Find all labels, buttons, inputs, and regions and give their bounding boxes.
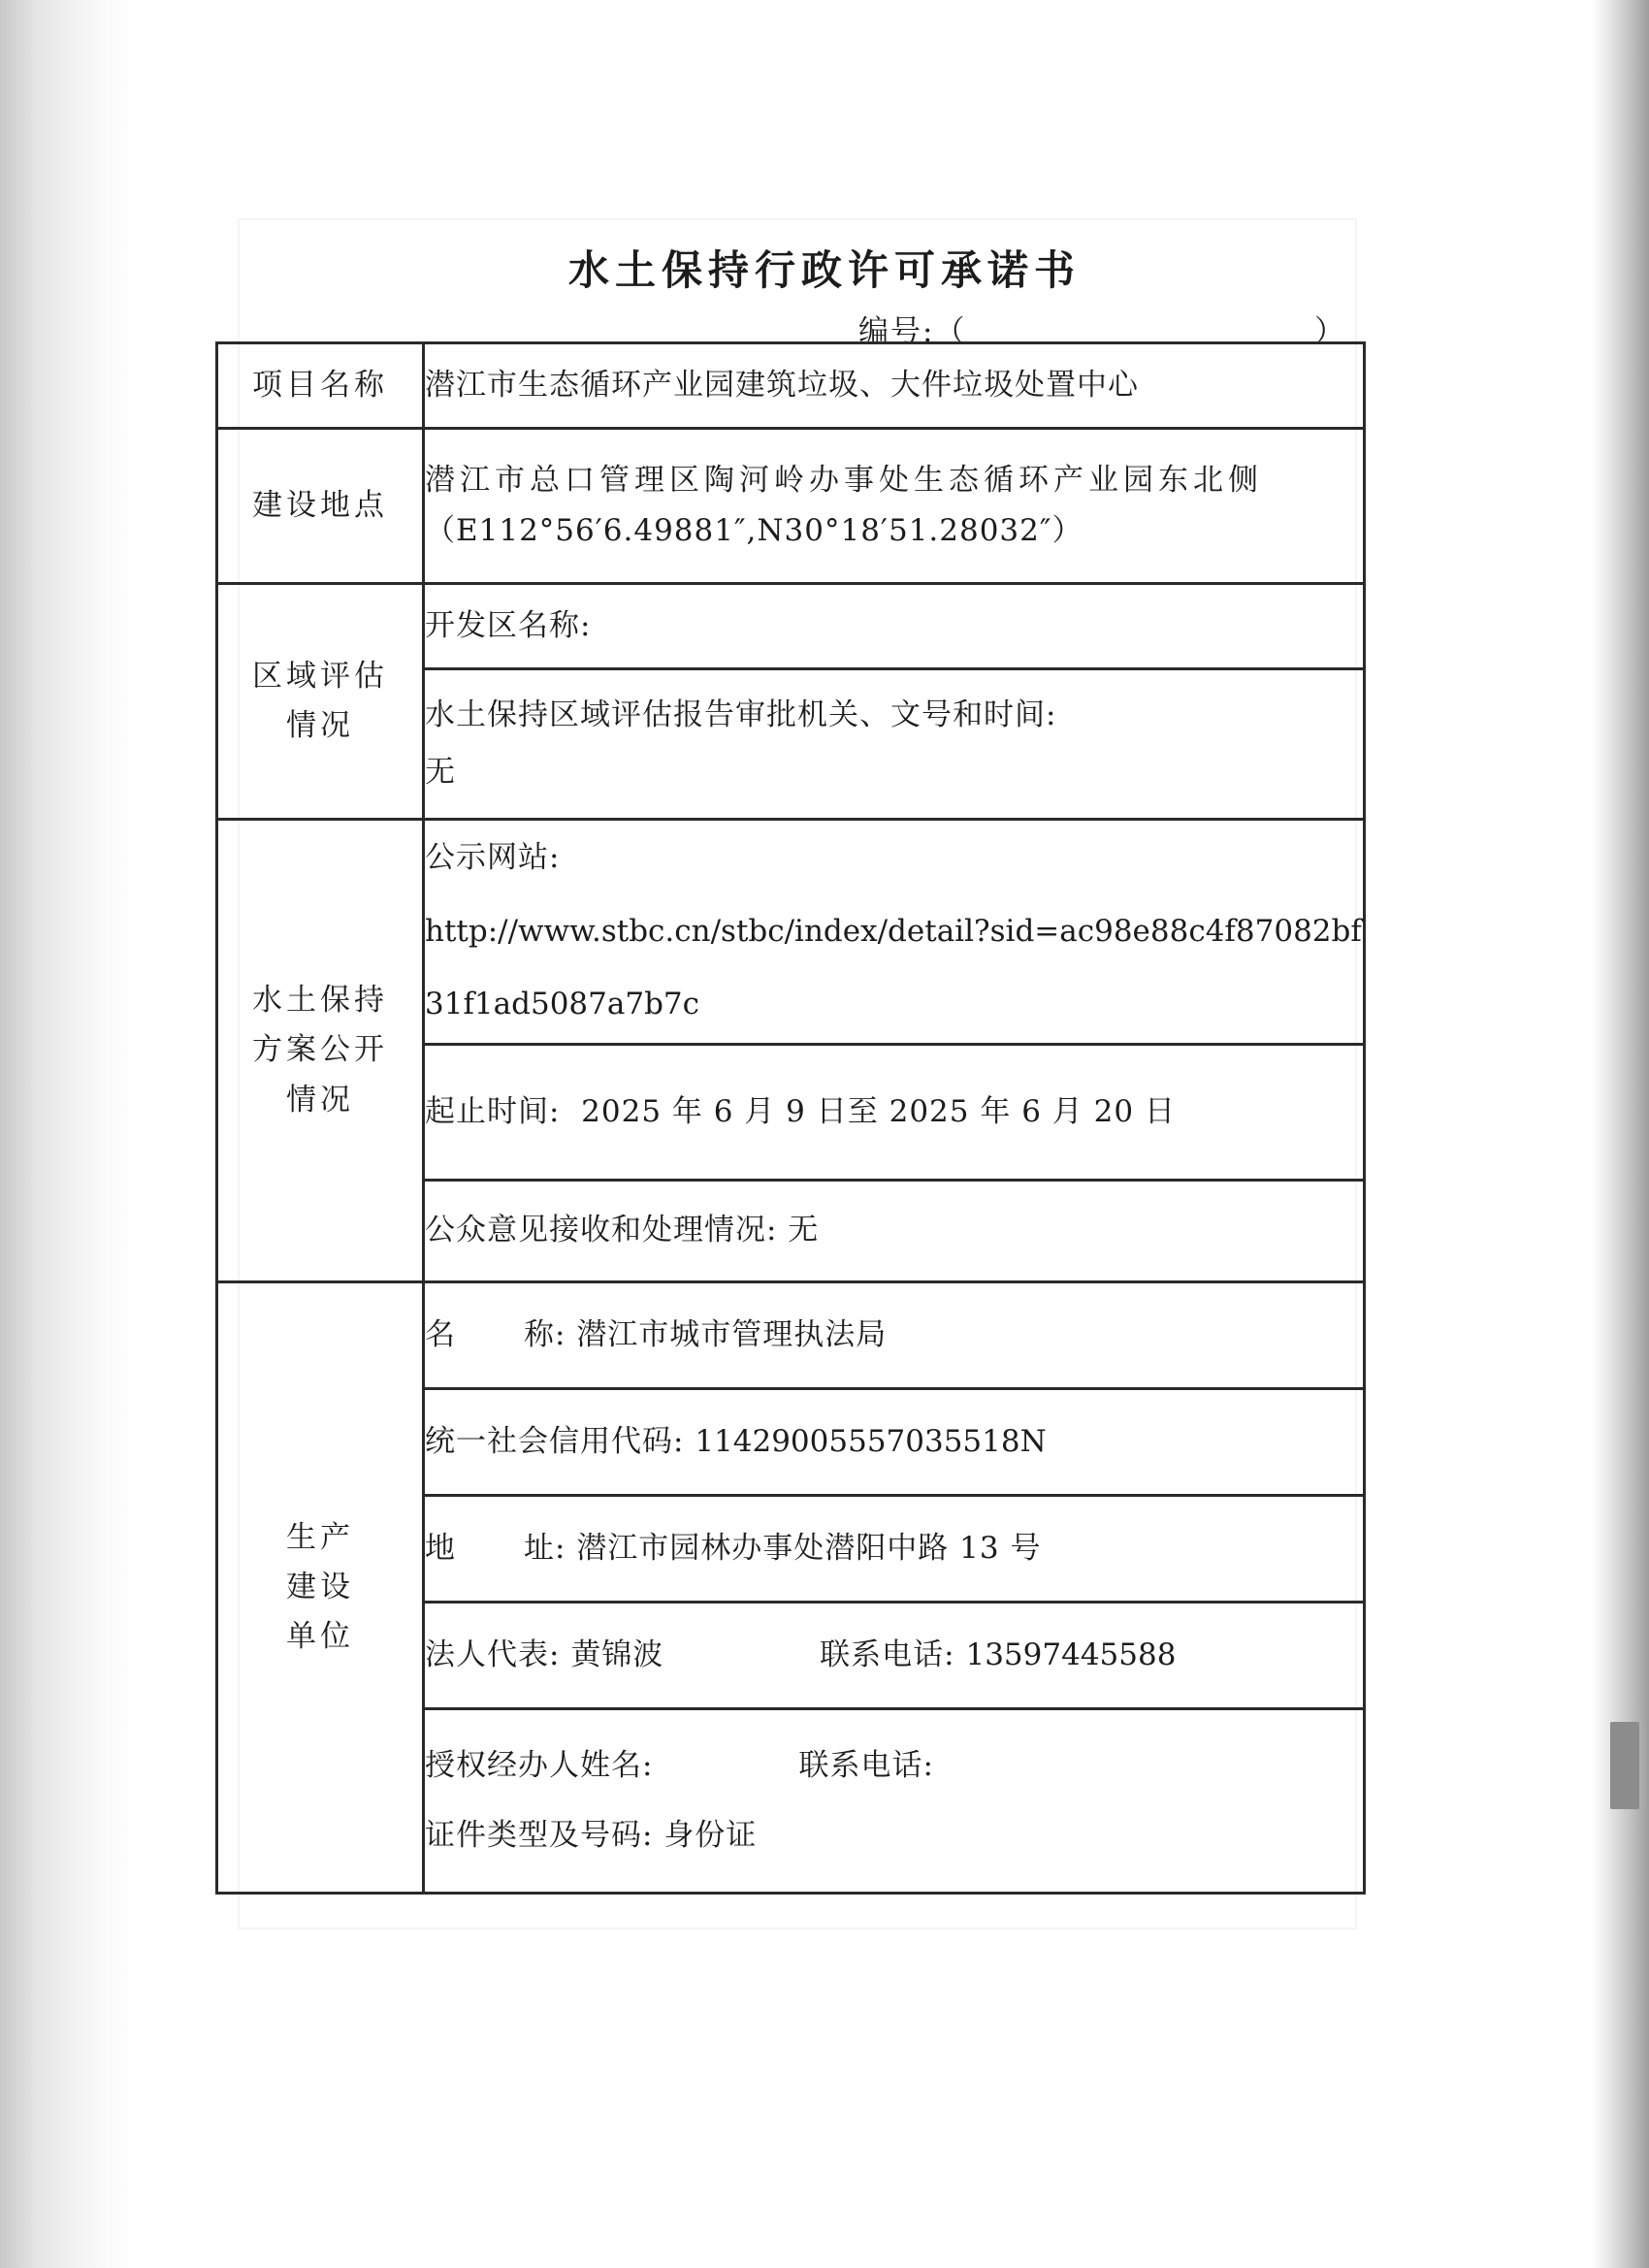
label-disclosure-line-1: 水土保持 bbox=[252, 983, 388, 1019]
agent-phone-label: 联系电话: bbox=[798, 1748, 934, 1784]
value-dev-zone: 开发区名称: bbox=[424, 584, 1365, 669]
row-disclosure-website bbox=[217, 820, 1365, 1045]
location-coordinates: （E112°56′6.49881″,N30°18′51.28032″） bbox=[425, 512, 1083, 548]
label-disclosure-line-2: 方案公开 bbox=[252, 1032, 388, 1068]
value-unit-name bbox=[424, 1282, 1365, 1389]
legal-rep-label: 法人代表: bbox=[425, 1636, 561, 1672]
label-construction-unit bbox=[217, 1282, 424, 1894]
address-value: 潜江市园林办事处潜阳中路 13 号 bbox=[576, 1530, 1042, 1566]
label-project-name: 项目名称 bbox=[217, 343, 424, 429]
value-location bbox=[424, 429, 1365, 584]
unit-name-value: 潜江市城市管理执法局 bbox=[576, 1316, 888, 1352]
website-url: http://www.stbc.cn/stbc/index/detail?sid=ac98e88c4f87082bf31f1ad5087a7b7c bbox=[425, 913, 1362, 1022]
value-project-name: 潜江市生态循环产业园建筑垃圾、大件垃圾处置中心 bbox=[424, 343, 1365, 429]
document-number-label: 编号:（ bbox=[858, 314, 967, 349]
scan-shadow-right bbox=[1591, 0, 1649, 2268]
credit-code-value: 11429005557035518N bbox=[695, 1423, 1047, 1459]
document-number-close: ） bbox=[1314, 314, 1346, 349]
label-unit-line-1: 生产 bbox=[286, 1519, 354, 1555]
region-approval-value: 无 bbox=[425, 755, 456, 790]
id-type-label: 证件类型及号码: bbox=[425, 1817, 654, 1853]
website-label: 公示网站: bbox=[425, 839, 561, 875]
legal-rep-phone-label: 联系电话: bbox=[820, 1636, 955, 1672]
label-plan-disclosure bbox=[217, 820, 424, 1282]
label-disclosure-line-3: 情况 bbox=[286, 1082, 354, 1118]
address-label-a: 地 bbox=[425, 1530, 456, 1566]
label-unit-line-2: 建设 bbox=[286, 1569, 354, 1604]
row-project-name bbox=[217, 343, 1365, 429]
row-dev-zone bbox=[217, 584, 1365, 669]
id-type-value: 身份证 bbox=[663, 1817, 758, 1853]
value-disclosure-period: 起止时间: 2025 年 6 月 9 日至 2025 年 6 月 20 日 bbox=[424, 1045, 1365, 1181]
agent-name-label: 授权经办人姓名: bbox=[425, 1748, 654, 1784]
label-region-line-2: 情况 bbox=[286, 708, 354, 743]
label-unit-line-3: 单位 bbox=[286, 1619, 354, 1655]
location-line-1: 潜江市总口管理区陶河岭办事处生态循环产业园东北侧 bbox=[425, 463, 1263, 499]
value-agent bbox=[424, 1709, 1365, 1894]
legal-rep-value: 黄锦波 bbox=[570, 1636, 664, 1672]
id-line bbox=[425, 1801, 1363, 1870]
agent-line bbox=[425, 1732, 1363, 1800]
scan-edge-tab bbox=[1610, 1722, 1639, 1809]
value-region-approval bbox=[424, 669, 1365, 820]
value-disclosure-website bbox=[424, 820, 1365, 1045]
row-unit-name bbox=[217, 1282, 1365, 1389]
value-credit-code bbox=[424, 1389, 1365, 1496]
commitment-form-table bbox=[215, 341, 1366, 1895]
value-address bbox=[424, 1496, 1365, 1603]
unit-name-label-a: 名 bbox=[425, 1316, 456, 1352]
unit-name-label-b: 称: bbox=[524, 1316, 566, 1352]
row-location bbox=[217, 429, 1365, 584]
value-public-feedback: 公众意见接收和处理情况: 无 bbox=[424, 1181, 1365, 1282]
address-label-b: 址: bbox=[524, 1530, 566, 1566]
value-legal-rep bbox=[424, 1603, 1365, 1709]
label-region-line-1: 区域评估 bbox=[252, 658, 388, 694]
credit-code-label: 统一社会信用代码: bbox=[425, 1423, 685, 1459]
scan-shadow-left bbox=[0, 0, 136, 2268]
legal-rep-phone-value: 13597445588 bbox=[965, 1636, 1177, 1672]
label-region-assessment bbox=[217, 584, 424, 820]
label-location: 建设地点 bbox=[217, 429, 424, 584]
region-approval-label: 水土保持区域评估报告审批机关、文号和时间: bbox=[425, 697, 1057, 732]
document-title: 水土保持行政许可承诺书 bbox=[567, 246, 1081, 294]
